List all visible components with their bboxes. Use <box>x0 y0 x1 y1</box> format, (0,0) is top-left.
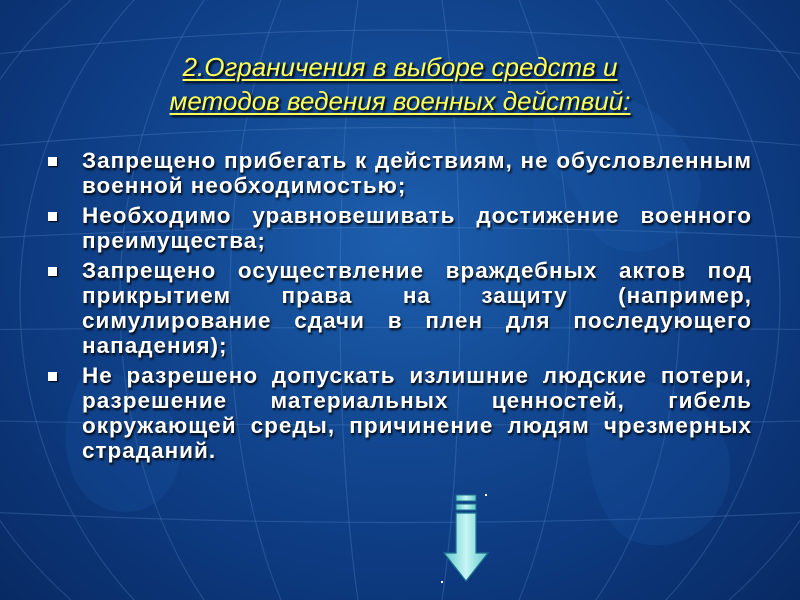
bullet-text: Необходимо уравновешивать достижение военного преимущества; <box>82 203 752 253</box>
square-bullet-icon <box>48 372 57 381</box>
slide-title <box>80 50 720 118</box>
decorative-dot <box>441 581 443 583</box>
bullet-item <box>46 203 752 253</box>
title-line-1: 2.Ограничения в выборе средств и <box>182 52 618 82</box>
decorative-dot <box>485 494 487 496</box>
bullet-item <box>46 148 752 198</box>
bullet-item <box>46 363 752 463</box>
square-bullet-icon <box>48 212 57 221</box>
bullet-text: Не разрешено допускать излишние людские потери, разрешение материальных ценностей, гибель окружающей среды, причинение людям чрезмерных страданий. <box>82 363 752 463</box>
title-line-2: методов ведения военных действий: <box>169 86 631 116</box>
square-bullet-icon <box>48 267 57 276</box>
bullet-text: Запрещено прибегать к действиям, не обусловленным военной необходимостью; <box>82 148 752 198</box>
bullet-text: Запрещено осуществление враждебных актов под прикрытием права на защиту (например, симулирование сдачи в плен для последующего нападения); <box>82 258 752 358</box>
bullet-list <box>46 148 752 468</box>
down-arrow-icon[interactable] <box>441 493 491 585</box>
bullet-item <box>46 258 752 358</box>
square-bullet-icon <box>48 157 57 166</box>
